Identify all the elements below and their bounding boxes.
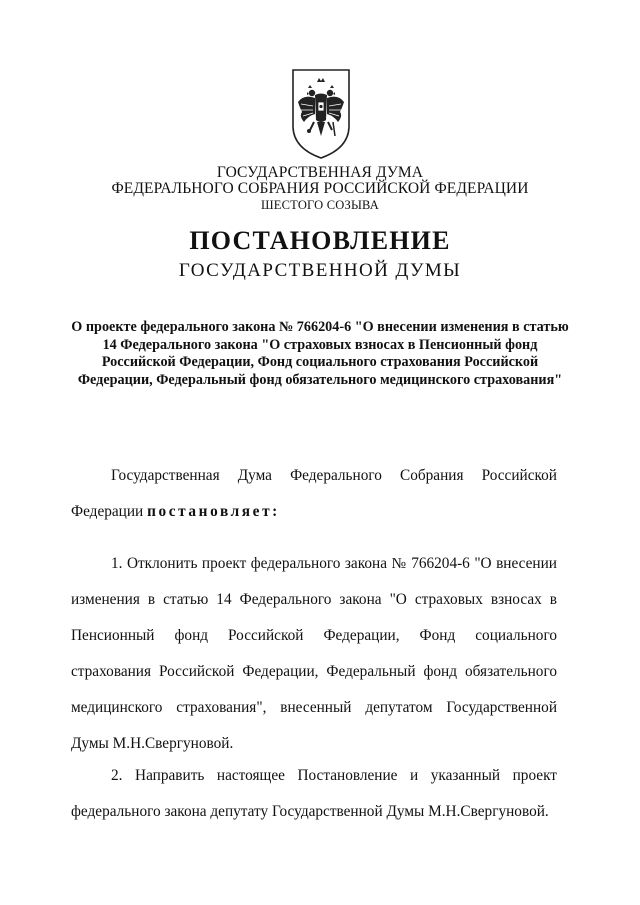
issuing-body bbox=[0, 165, 640, 213]
header-line-1: ГОСУДАРСТВЕННАЯ ДУМА bbox=[216, 164, 424, 181]
header-line-3: ШЕСТОГО СОЗЫВА bbox=[260, 198, 380, 212]
document-type: ПОСТАНОВЛЕНИЕ bbox=[189, 226, 451, 255]
header-line-2: ФЕДЕРАЛЬНОГО СОБРАНИЯ РОССИЙСКОЙ ФЕДЕРАЦИИ bbox=[111, 180, 529, 197]
intro-paragraph bbox=[71, 458, 557, 530]
document-subject: О проекте федерального закона № 766204-6 "О внесении изменения в статью 14 Федерального закона "О страховых взносах в Пенсионный фонд Российской Федерации, Фонд социального страхования Российской Федерации, Федеральный фонд обязательного медицинского страхования" bbox=[71, 319, 569, 388]
resolution-item-2: 2. Направить настоящее Постановление и указанный проект федерального закона депутату Государственной Думы М.Н.Свергуновой. bbox=[71, 767, 557, 820]
resolution-item-1: 1. Отклонить проект федерального закона № 766204-6 "О внесении изменения в статью 14 Федерального закона "О страховых взносах в Пенсионный фонд Российской Федерации, Фонд социального страхования Российской Федерации, Федеральный фонд обязательного медицинского страхования", внесенный депутатом Государственной Думы М.Н.Свергуновой. bbox=[71, 555, 557, 752]
intro-verb: постановляет: bbox=[147, 503, 280, 520]
intro-text: Государственная Дума Федерального Собрания Российской Федерации bbox=[71, 467, 557, 520]
coat-of-arms-icon bbox=[290, 68, 352, 160]
document-organ: ГОСУДАРСТВЕННОЙ ДУМЫ bbox=[178, 260, 462, 281]
